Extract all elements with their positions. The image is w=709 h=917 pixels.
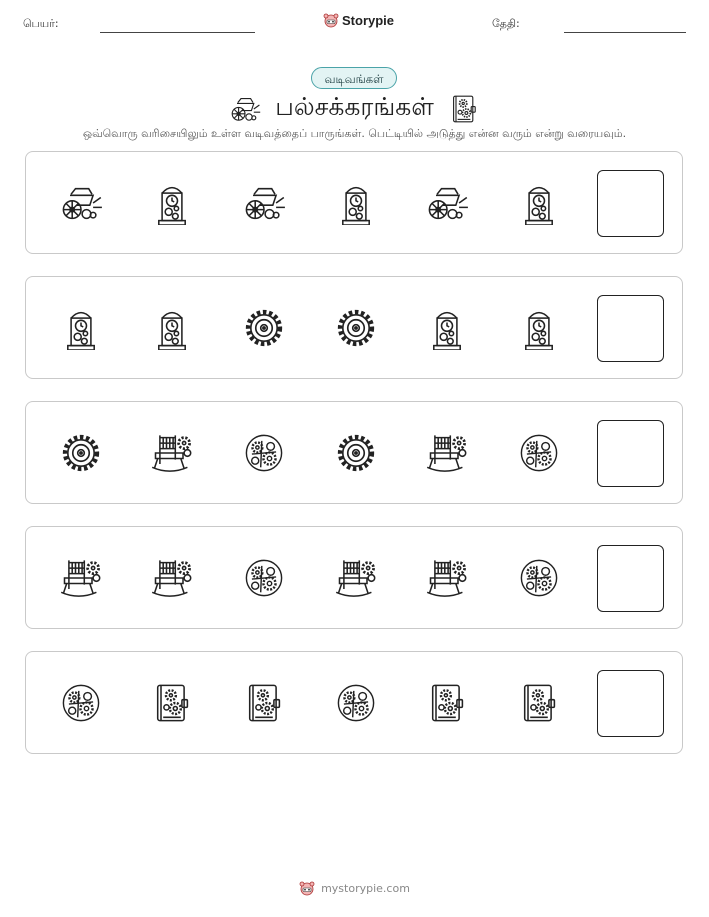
gear-cluster-icon (242, 431, 286, 475)
gear-cart-icon (242, 181, 286, 225)
gear-cart-icon (59, 181, 103, 225)
pattern-item (424, 680, 470, 726)
gear-cluster-icon (517, 431, 561, 475)
answer-box[interactable] (597, 670, 664, 737)
brand-logo (323, 12, 394, 28)
pattern-item (516, 680, 562, 726)
gear-book-icon (150, 681, 194, 725)
pattern-item (333, 680, 379, 726)
gear-icon (334, 306, 378, 350)
pattern-item (149, 430, 195, 476)
pattern-item (241, 680, 287, 726)
gear-chair-icon (150, 556, 194, 600)
date-line[interactable] (564, 32, 686, 33)
gear-cart-icon (425, 181, 469, 225)
category-badge: வடிவங்கள் (311, 67, 397, 89)
grandfather-clock-icon (425, 306, 469, 350)
pattern-item (516, 430, 562, 476)
pattern-row (25, 151, 683, 254)
grandfather-clock-icon (150, 306, 194, 350)
gear-book-icon (448, 93, 480, 125)
pattern-item (58, 680, 104, 726)
name-label: பெயர்: (23, 17, 59, 30)
storypie-mascot-icon (299, 880, 315, 896)
pattern-item (424, 180, 470, 226)
gear-icon (242, 306, 286, 350)
pattern-item (516, 180, 562, 226)
pattern-row (25, 526, 683, 629)
pattern-item (149, 680, 195, 726)
pattern-item (149, 555, 195, 601)
answer-box[interactable] (597, 170, 664, 237)
gear-chair-icon (334, 556, 378, 600)
grandfather-clock-icon (517, 306, 561, 350)
pattern-item (241, 430, 287, 476)
date-label: தேதி: (492, 17, 520, 30)
title-row (0, 92, 709, 125)
page-title: பல்சக்கரங்கள் (275, 92, 434, 121)
pattern-item (333, 305, 379, 351)
pattern-item (424, 430, 470, 476)
pattern-item (333, 180, 379, 226)
gear-book-icon (425, 681, 469, 725)
pattern-row (25, 276, 683, 379)
pattern-item (241, 555, 287, 601)
grandfather-clock-icon (59, 306, 103, 350)
gear-icon (59, 431, 103, 475)
pattern-item (424, 555, 470, 601)
gear-book-icon (242, 681, 286, 725)
pattern-item (149, 305, 195, 351)
gear-cluster-icon (242, 556, 286, 600)
gear-chair-icon (425, 431, 469, 475)
brand-name: Storypie (342, 12, 395, 28)
pattern-item (333, 430, 379, 476)
pattern-item (333, 555, 379, 601)
gear-cluster-icon (517, 556, 561, 600)
gear-cart-icon (229, 93, 261, 125)
pattern-item (149, 180, 195, 226)
pattern-row (25, 401, 683, 504)
pattern-item (58, 180, 104, 226)
gear-book-icon (517, 681, 561, 725)
storypie-mascot-icon (323, 12, 339, 28)
gear-chair-icon (150, 431, 194, 475)
instructions: ஒவ்வொரு வரிசையிலும் உள்ள வடிவத்தைப் பாருங்கள். பெட்டியில் அடுத்து என்ன வரும் என்று வரையவும். (82, 127, 627, 140)
answer-box[interactable] (597, 295, 664, 362)
gear-icon (334, 431, 378, 475)
gear-chair-icon (59, 556, 103, 600)
grandfather-clock-icon (334, 181, 378, 225)
pattern-item (241, 180, 287, 226)
pattern-item (58, 430, 104, 476)
gear-cluster-icon (334, 681, 378, 725)
answer-box[interactable] (597, 545, 664, 612)
gear-chair-icon (425, 556, 469, 600)
pattern-item (424, 305, 470, 351)
grandfather-clock-icon (517, 181, 561, 225)
footer-site: mystorypie.com (321, 881, 410, 895)
name-line[interactable] (100, 32, 255, 33)
pattern-item (516, 305, 562, 351)
footer (0, 880, 709, 896)
pattern-row (25, 651, 683, 754)
grandfather-clock-icon (150, 181, 194, 225)
answer-box[interactable] (597, 420, 664, 487)
pattern-item (516, 555, 562, 601)
pattern-item (241, 305, 287, 351)
pattern-item (58, 305, 104, 351)
gear-cluster-icon (59, 681, 103, 725)
pattern-item (58, 555, 104, 601)
